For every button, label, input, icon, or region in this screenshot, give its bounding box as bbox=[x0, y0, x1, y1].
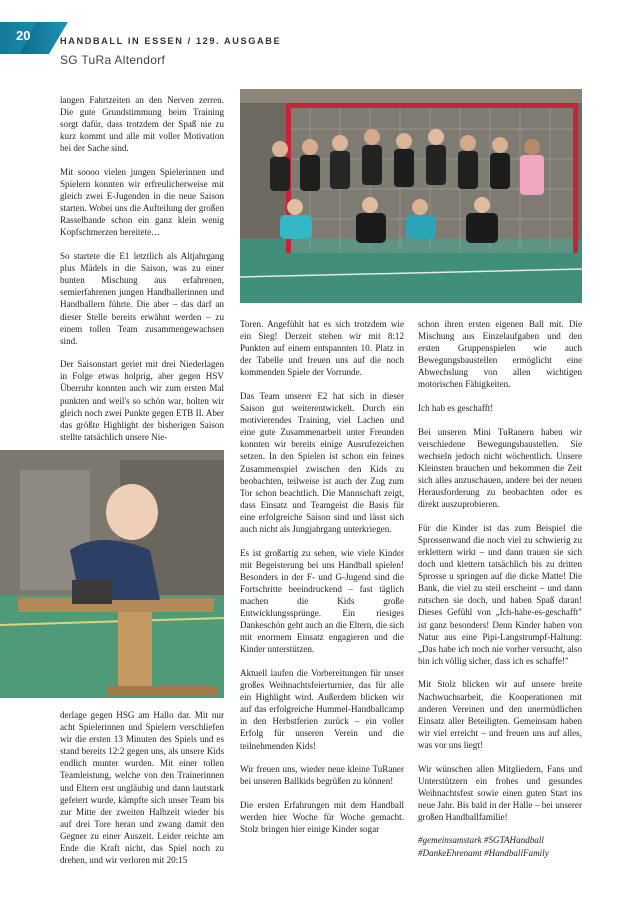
paragraph: Für die Kinder ist das zum Beispiel die Sprossenwand die noch viel zu schwierig zu erklettern wirkt – und dann trauen sie sich doch und klettern tatsächlich bis zu dritten Sprosse u springen auf die dicke Matte! Die Bank, die viel zu steil erscheint – und dann rutschen sie doch, und haben Spaß daran! Dieses Gefühl von „Ich-habe-es-geschafft" ist ganz besonders! Denn Kinder haben von Natur aus eine Pipi-Langstrumpf-Haltung: „Das habe ich noch nie vorher versucht, also bin ich völlig sicher, dass ich es schaffe!" bbox=[418, 522, 582, 666]
paragraph: Toren. Angefühlt hat es sich trotzdem wie ein Sieg! Derzeit stehen wir mit 8:12 Punkten auf einem entspannten 10. Platz in der Tabelle und freuen uns auf die noch kommenden Spiele der Vorrunde. bbox=[240, 319, 404, 378]
toddler-photo bbox=[0, 450, 224, 698]
team-photo-illustration bbox=[240, 89, 582, 303]
section-subtitle: SG TuRa Altendorf bbox=[60, 53, 166, 67]
paragraph: Das Team unserer E2 hat sich in dieser Saison gut weiterentwickelt. Durch ein motivierendes Training, viel Lachen und eine gute Zusammenarbeit unter Freunden konnten wir bereits einige Ausrufezeichen setzen. In den Spielen ist schon ein feines Zusammenspiel zwischen den Kids zu beobachten, teilweise ist auch der Zug zum Tor schon beachtlich. Die Mannschaft zeigt, dass Einsatz und Teamgeist die Basis für eine erfolgreiche Saison sind und lässt sich auch nicht als Jungjahrgang unterkriegen. bbox=[240, 390, 404, 534]
paragraph: Ich hab es geschafft! bbox=[418, 403, 494, 414]
paragraph: Es ist großartig zu sehen, wie viele Kinder mit Begeisterung bei uns Handball spielen! Besonders in der F- und G-Jugend sind die Fortschritte beeindruckend – fast täglich machen die Kids große Entwicklungssprünge. Ein riesiges Dankeschön geht auch an die Eltern, die sich mit enormem Einsatz engagieren und die Kinder unterstützen. bbox=[240, 547, 404, 655]
paragraph: schon ihren ersten eigenen Ball mit. Die Mischung aus Einzelaufgaben und den ersten Gruppenspielen wie auch Bewegungsbaustellen ermöglicht eine Abwechslung von allen wichtigen motorischen Fähigkeiten. bbox=[418, 319, 582, 390]
paragraph: So startete die E1 letztlich als Altjahrgang plus Mädels in die Saison, was zu einer bunten Mischung aus erfahrenen, semierfahrenen jungen Handballerinnen und Handballern führte. Die aber – das darf an dieser Stelle bereits erwähnt werden – zu einem tollen Team zusammengewachsen sind. bbox=[60, 251, 224, 346]
paragraph: derlage gegen HSG am Hallo dar. Mit nur acht Spielerinnen und Spielern verschliefen wir die ersten 13 Minuten des Spiels und es stand bereits 12:2 gegen uns, als unsere Kids endlich munter wurden. Mit einer tollen Teamleistung, welche von den Trainerinnen und Eltern erst ungläubig und dann lautstark gefeiert wurde, kämpfte sich unser Team bis zur Mitte der zweiten Halbzeit wieder bis auf drei Tore heran und zwang damit den Gegner zu einer Auszeit. Leider reichte am Ende die Kraft nicht, das Spiel noch zu drehen, und wir verloren mit 20:15 bbox=[60, 710, 224, 866]
paragraph: langen Fahrtzeiten an den Nerven zerren. Die gute Grundstimmung beim Training sorgt dafür, dass trotzdem der Spaß nie zu kurz kommt und alle mit voller Motivation bei der Sache sind. bbox=[60, 95, 224, 154]
hashtags-line-2: #DankeEhrenamt #HandballFamily bbox=[418, 847, 549, 858]
paragraph: Wir wünschen allen Mitgliedern, Fans und Unterstützern ein frohes und gesundes Weihnachtsfest sowie einen guten Start ins neue Jahr. Bis bald in der Halle – bei unserer großen Handballfamilie! bbox=[418, 763, 582, 822]
paragraph: Mit Stolz blicken wir auf unsere breite Nachwuchsarbeit, die Kooperationen mit anderen Vereinen und den unermüdlichen Einsatz aller Beteiligten. Gemeinsam haben wir viel erreicht – und freuen uns auf alles, was vor uns liegt! bbox=[418, 679, 582, 750]
paragraph: Die ersten Erfahrungen mit dem Handball werden hier Woche für Woche gemacht. Stolz bringen hier einige Kinder sogar bbox=[240, 799, 404, 834]
hashtags bbox=[418, 834, 582, 858]
paragraph: Bei unseren Mini TuRanern haben wir verschiedene Bewegungsbaustellen. Sie wechseln jedoch nicht wöchentlich. Unsere Kleinsten brauchen und bekommen die Zeit sich alles anzuschauen, andere bei der neuen Herausforderung zu beobachten oder es direkt auszuprobieren. bbox=[418, 426, 582, 510]
paragraph: Mit soooo vielen jungen Spielerinnen und Spielern konnten wir erfreulicherweise mit gleich zwei E-Jugenden in die neue Saison starten. Wobei uns die Aufteilung der großen Rasselbande schon ein ganz klein wenig Kopfschmerzen bereitete… bbox=[60, 166, 224, 238]
paragraph: Aktuell laufen die Vorbereitungen für unser großes Weihnachtsfeierturnier, das für alle ein Highlight wird. Außerdem blicken wir auf das erfolgreiche Hummel-Handballcamp in den Herbstferien zurück – ein voller Erfolg für unseren Verein und die teilnehmenden Kids! bbox=[240, 667, 404, 751]
toddler-photo-illustration bbox=[0, 450, 224, 698]
team-photo bbox=[240, 89, 582, 303]
paragraph: Der Saisonstart geriet mit drei Niederlagen in Folge etwas holprig, aber gegen HSV Überruhr konnten auch wir zum ersten Mal punkten und weil's so schön war, holten wir gleich noch zwei Punkte gegen ETB II. Aber das größte Highlight der bisherigen Saison stellte tatsächlich unsere Nie- bbox=[60, 359, 224, 442]
article-column-1-top bbox=[60, 94, 224, 454]
article-column-2 bbox=[240, 318, 404, 847]
article-column-1-bottom bbox=[60, 709, 224, 878]
hashtags-line-1: #gemeinsamstark #SGTAHandball bbox=[418, 835, 544, 846]
paragraph: Wir freuen uns, wieder neue kleine TuRaner bei unseren Ballkids begrüßen zu können! bbox=[240, 764, 404, 787]
magazine-title: HANDBALL IN ESSEN / 129. AUSGABE bbox=[60, 36, 282, 46]
page-number: 20 bbox=[16, 28, 31, 43]
article-column-3 bbox=[418, 318, 582, 870]
